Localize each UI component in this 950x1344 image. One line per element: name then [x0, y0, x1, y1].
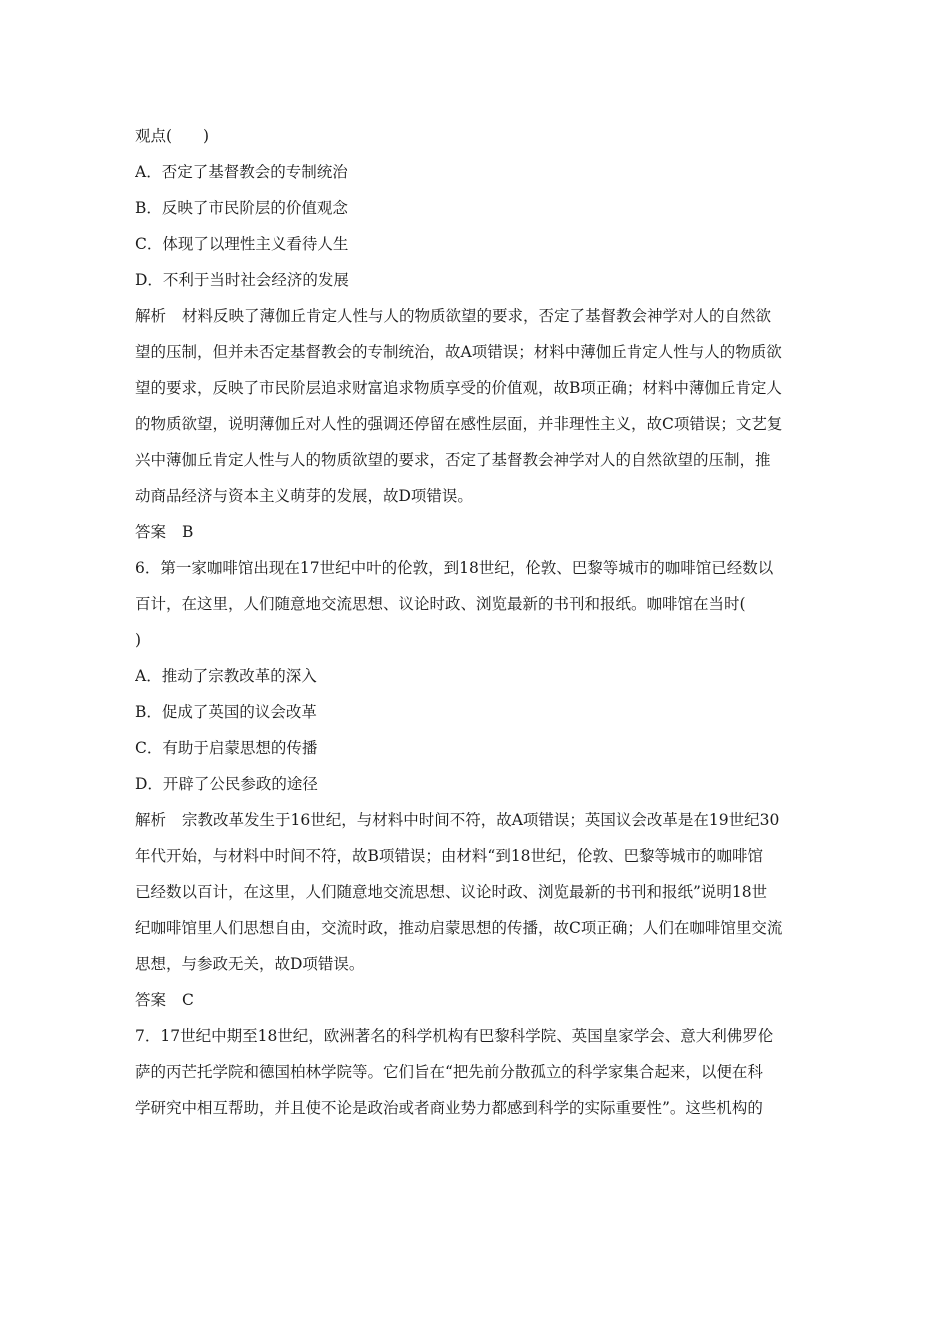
- option-a: A．否定了基督教会的专制统治: [135, 163, 348, 181]
- analysis-line: 思想，与参政无关，故D项错误。: [135, 955, 365, 973]
- analysis-line: 年代开始，与材料中时间不符，故B项错误；由材料“到18世纪，伦敦、巴黎等城市的咖啡馆: [135, 847, 764, 865]
- answer-label: 答案: [135, 523, 167, 541]
- question-6: [135, 550, 841, 1018]
- question-stem-line: 6．第一家咖啡馆出现在17世纪中叶的伦敦，到18世纪，伦敦、巴黎等城市的咖啡馆已经数以: [135, 559, 774, 577]
- analysis-line: 望的压制，但并未否定基督教会的专制统治，故A项错误；材料中薄伽丘肯定人性与人的物质欲: [135, 343, 782, 361]
- option-a: A．推动了宗教改革的深入: [135, 667, 317, 685]
- analysis-text: 宗教改革发生于16世纪，与材料中时间不符，故A项错误；英国议会改革是在19世纪30: [182, 811, 780, 829]
- option-c: C．有助于启蒙思想的传播: [135, 739, 318, 757]
- option-b: B．促成了英国的议会改革: [135, 703, 317, 721]
- answer-value: B: [182, 523, 194, 541]
- answer-value: C: [182, 991, 194, 1009]
- analysis-line: 已经数以百计，在这里，人们随意地交流思想、议论时政、浏览最新的书刊和报纸”说明18世: [135, 883, 768, 901]
- option-b: B．反映了市民阶层的价值观念: [135, 199, 348, 217]
- analysis-block: [135, 802, 841, 982]
- question-stem-line: 萨的丙芒托学院和德国柏林学院等。它们旨在“把先前分散孤立的科学家集合起来，以便在科: [135, 1063, 763, 1081]
- question-stem-line: 学研究中相互帮助，并且使不论是政治或者商业势力都感到科学的实际重要性”。这些机构的: [135, 1099, 763, 1117]
- analysis-label: 解析: [135, 811, 167, 829]
- question-stem-line: 百计，在这里，人们随意地交流思想、议论时政、浏览最新的书刊和报纸。咖啡馆在当时(: [135, 595, 746, 613]
- option-d: D．开辟了公民参政的途径: [135, 775, 318, 793]
- analysis-line: [135, 802, 841, 838]
- question-stem-tail: 观点( ): [135, 127, 210, 145]
- analysis-label: 解析: [135, 307, 167, 325]
- analysis-line: 的物质欲望，说明薄伽丘对人性的强调还停留在感性层面，并非理性主义，故C项错误；文艺复: [135, 415, 783, 433]
- analysis-line: 望的要求，反映了市民阶层追求财富追求物质享受的价值观，故B项正确；材料中薄伽丘肯定人: [135, 379, 782, 397]
- analysis-block: [135, 298, 841, 514]
- analysis-line: 兴中薄伽丘肯定人性与人的物质欲望的要求，否定了基督教会神学对人的自然欲望的压制，推: [135, 451, 771, 469]
- question-stem-line: ): [135, 631, 142, 649]
- analysis-text: 材料反映了薄伽丘肯定人性与人的物质欲望的要求，否定了基督教会神学对人的自然欲: [182, 307, 772, 325]
- answer-label: 答案: [135, 991, 167, 1009]
- document-page: [135, 118, 841, 1126]
- analysis-line: 纪咖啡馆里人们思想自由，交流时政，推动启蒙思想的传播，故C项正确；人们在咖啡馆里交流: [135, 919, 783, 937]
- answer-line: [135, 982, 841, 1018]
- analysis-line: [135, 298, 841, 334]
- question-5: [135, 118, 841, 550]
- question-7: [135, 1018, 841, 1126]
- question-stem-line: 7．17世纪中期至18世纪，欧洲著名的科学机构有巴黎科学院、英国皇家学会、意大利佛罗伦: [135, 1027, 774, 1045]
- option-c: C．体现了以理性主义看待人生: [135, 235, 349, 253]
- option-d: D．不利于当时社会经济的发展: [135, 271, 349, 289]
- answer-line: [135, 514, 841, 550]
- analysis-line: 动商品经济与资本主义萌芽的发展，故D项错误。: [135, 487, 473, 505]
